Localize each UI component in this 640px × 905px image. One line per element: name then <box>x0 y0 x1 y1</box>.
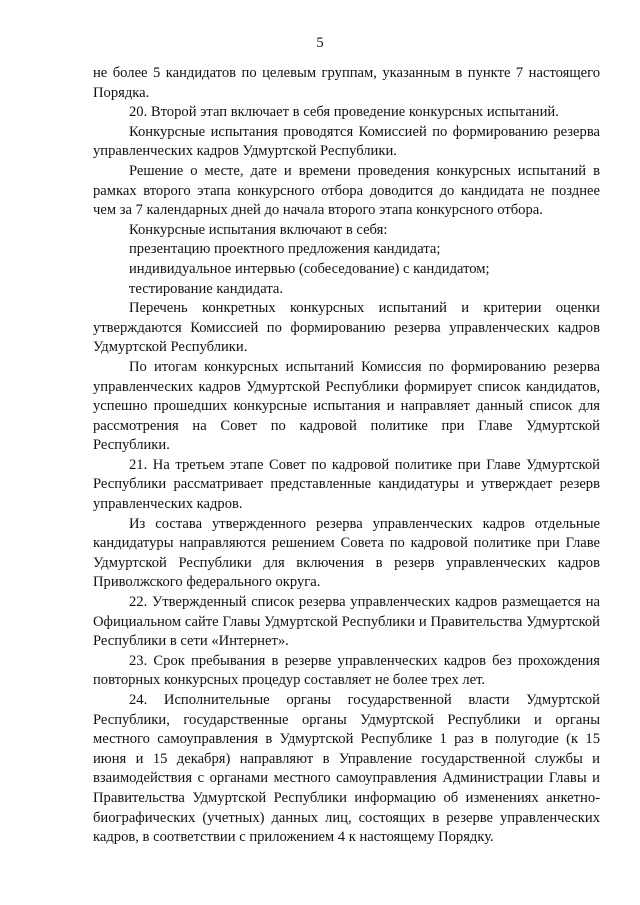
paragraph-item-20: 20. Второй этап включает в себя проведение конкурсных испытаний. <box>129 104 559 121</box>
paragraph-item-23: 23. Срок пребывания в резерве управленческих кадров без прохождения повторных конкурсных процедур составляет не более трех лет. <box>93 652 600 689</box>
list-item-presentation: презентацию проектного предложения кандидата; <box>129 241 441 258</box>
paragraph-continuation: не более 5 кандидатов по целевым группам, указанным в пункте 7 настоящего Порядка. <box>93 65 600 101</box>
paragraph-federal-reserve: Из состава утвержденного резерва управленческих кадров отдельные кандидатуры направляются решением Совета по кадровой политике при Главе Удмуртской Республики для включения в резерв управленческих кадров Приволжского федерального округа. <box>93 515 600 591</box>
paragraph-tests-include: Конкурсные испытания включают в себя: <box>129 221 388 238</box>
paragraph-item-21: 21. На третьем этапе Совет по кадровой политике при Главе Удмуртской Республики рассматривает представленные кандидатуры и утверждает резерв управленческих кадров. <box>93 456 600 513</box>
paragraph-item-24: 24. Исполнительные органы государственной власти Удмуртской Республики, государственные органы Удмуртской Республики и органы местного самоуправления в Удмуртской Республике 1 раз в полугодие (к 15 июня и 15 декабря) направляют в Управление государственной службы и взаимодействия с органами местного самоуправления Администрации Главы и Правительства Удмуртской Республики информацию об изменениях анкетно-биографических (учетных) данных лиц, состоящих в резерве управленческих кадров, в соответствии с приложением 4 к настоящему Порядку. <box>93 692 600 846</box>
paragraph-decision-notice: Решение о месте, дате и времени проведения конкурсных испытаний в рамках второго этапа конкурсного отбора доводится до кандидата не позднее чем за 7 календарных дней до начала второго этапа конкурсного отбора. <box>93 162 600 219</box>
list-item-testing: тестирование кандидата. <box>129 280 283 297</box>
paragraph-criteria: Перечень конкретных конкурсных испытаний и критерии оценки утверждаются Комиссией по формированию резерва управленческих кадров Удмуртской Республики. <box>93 300 600 356</box>
paragraph-commission-tests: Конкурсные испытания проводятся Комиссией по формированию резерва управленческих кадров Удмуртской Республики. <box>93 123 600 160</box>
paragraph-results: По итогам конкурсных испытаний Комиссия по формированию резерва управленческих кадров Удмуртской Республики формирует список кандидатов, успешно прошедших конкурсные испытания и направляет данный список для рассмотрения на Совет по кадровой политике при Главе Удмуртской Республики. <box>93 358 600 454</box>
list-item-interview: индивидуальное интервью (собеседование) с кандидатом; <box>129 260 490 277</box>
document-body <box>93 64 600 848</box>
page-number: 5 <box>316 35 324 51</box>
paragraph-item-22: 22. Утвержденный список резерва управленческих кадров размещается на Официальном сайте Главы Удмуртской Республики и Правительства Удмуртской Республики в сети «Интернет». <box>93 594 600 650</box>
